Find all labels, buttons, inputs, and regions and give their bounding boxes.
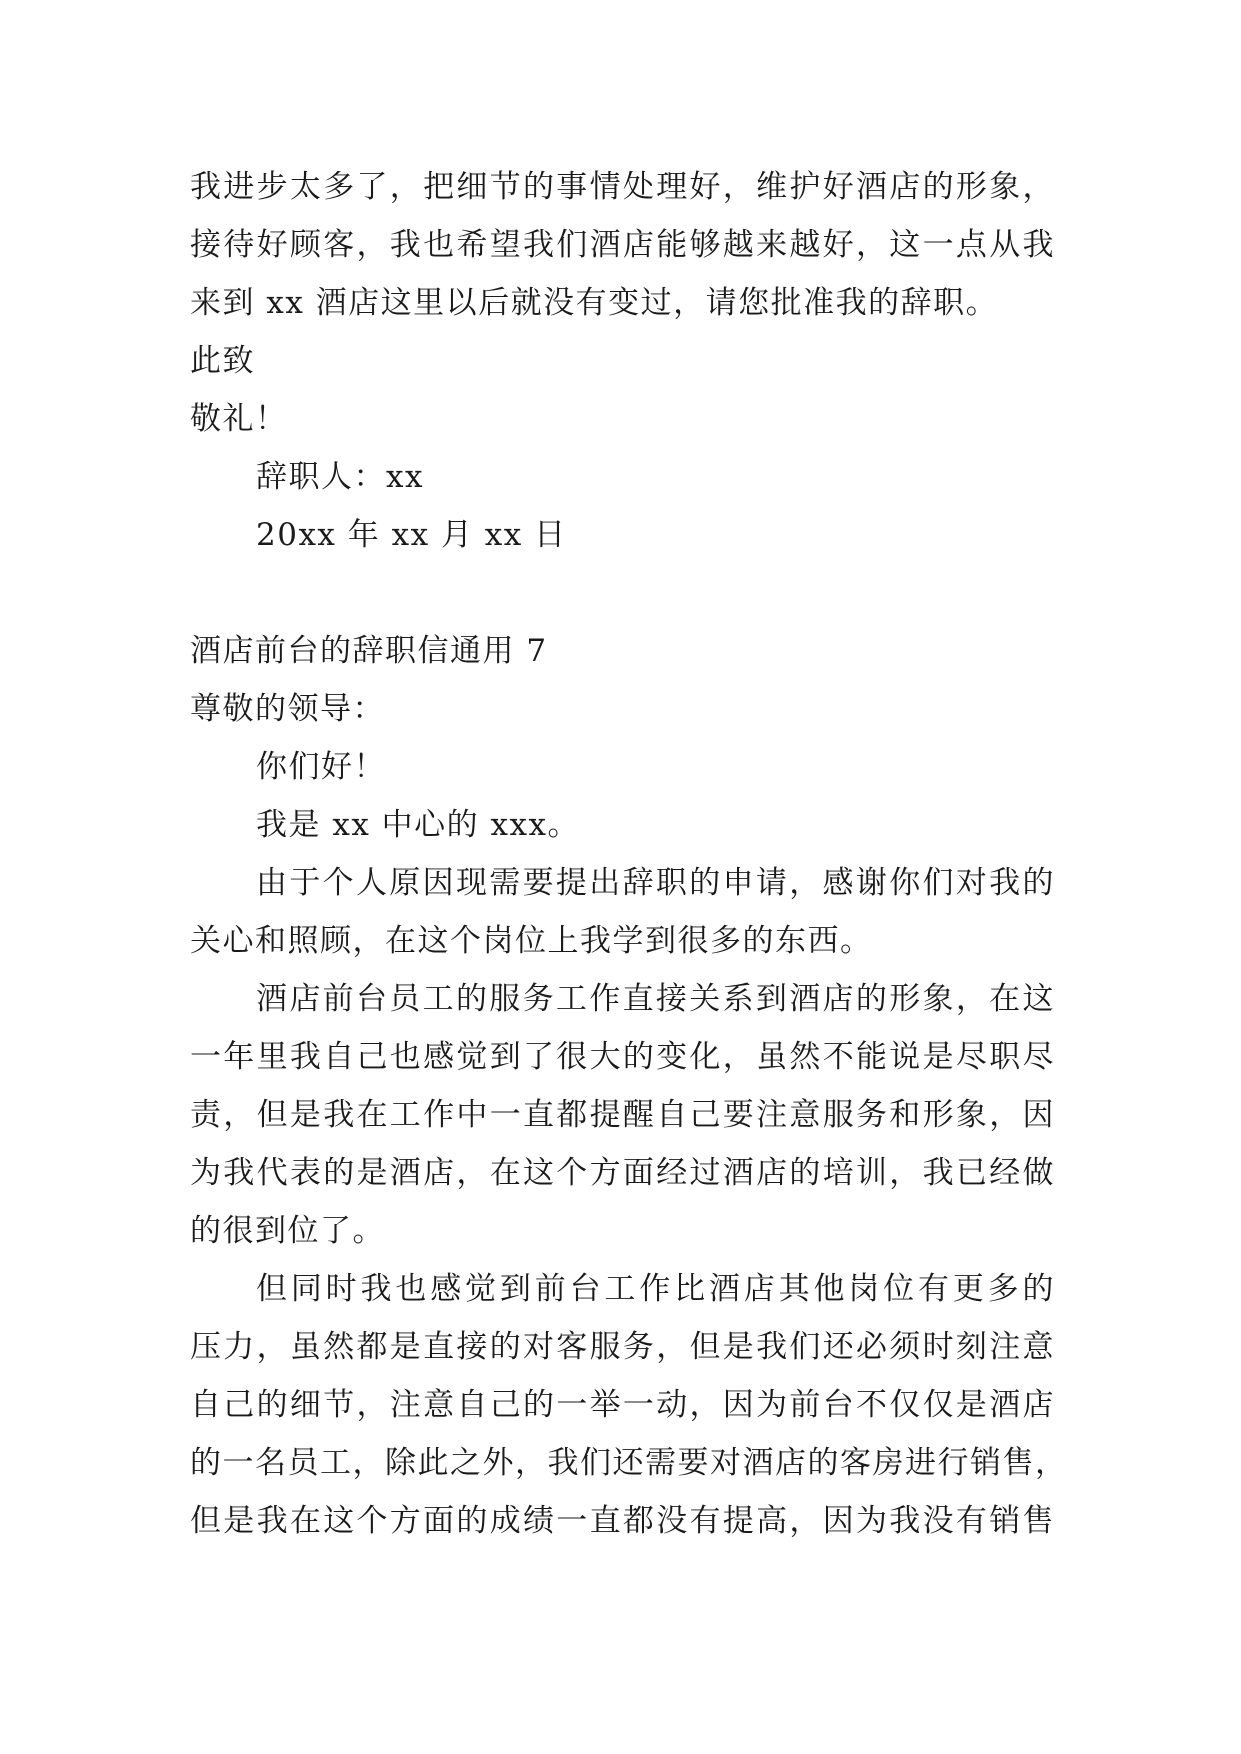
para2-line-3: 责，但是我在工作中一直都提醒自己要注意服务和形象，因: [190, 1097, 1055, 1133]
para3-line-2: 压力，虽然都是直接的对客服务，但是我们还必须时刻注意: [190, 1329, 1055, 1365]
letter-title: 酒店前台的辞职信通用 7: [190, 633, 548, 669]
para3-line-1: 但同时我也感觉到前台工作比酒店其他岗位有更多的: [256, 1271, 1055, 1307]
para1-line-1: 由于个人原因现需要提出辞职的申请，感谢你们对我的: [256, 865, 1055, 901]
prev-letter-line-1: 我进步太多了，把细节的事情处理好，维护好酒店的形象，: [190, 169, 1055, 205]
prev-letter-line-2: 接待好顾客，我也希望我们酒店能够越来越好，这一点从我: [190, 227, 1055, 263]
prev-letter-line-3: 来到 xx 酒店这里以后就没有变过，请您批准我的辞职。: [190, 285, 999, 321]
para3-line-5: 但是我在这个方面的成绩一直都没有提高，因为我没有销售: [190, 1503, 1055, 1539]
para2-line-2: 一年里我自己也感觉到了很大的变化，虽然不能说是尽职尽: [190, 1039, 1055, 1075]
para2-line-4: 为我代表的是酒店，在这个方面经过酒店的培训，我已经做: [190, 1155, 1055, 1191]
closing-salute-1: 此致: [190, 343, 255, 379]
para2-line-5: 的很到位了。: [190, 1213, 385, 1249]
signer-line: 辞职人：xx: [256, 459, 424, 495]
para1-line-2: 关心和照顾，在这个岗位上我学到很多的东西。: [190, 923, 873, 959]
closing-salute-2: 敬礼！: [190, 401, 288, 437]
para3-line-4: 的一名员工，除此之外，我们还需要对酒店的客房进行销售，: [190, 1445, 1068, 1481]
greeting: 你们好！: [256, 749, 386, 785]
date-line: 20xx 年 xx 月 xx 日: [256, 517, 567, 553]
para2-line-1: 酒店前台员工的服务工作直接关系到酒店的形象，在这: [256, 981, 1055, 1017]
intro-line: 我是 xx 中心的 xxx。: [256, 807, 580, 843]
salutation: 尊敬的领导：: [190, 691, 385, 727]
para3-line-3: 自己的细节，注意自己的一举一动，因为前台不仅仅是酒店: [190, 1387, 1055, 1423]
